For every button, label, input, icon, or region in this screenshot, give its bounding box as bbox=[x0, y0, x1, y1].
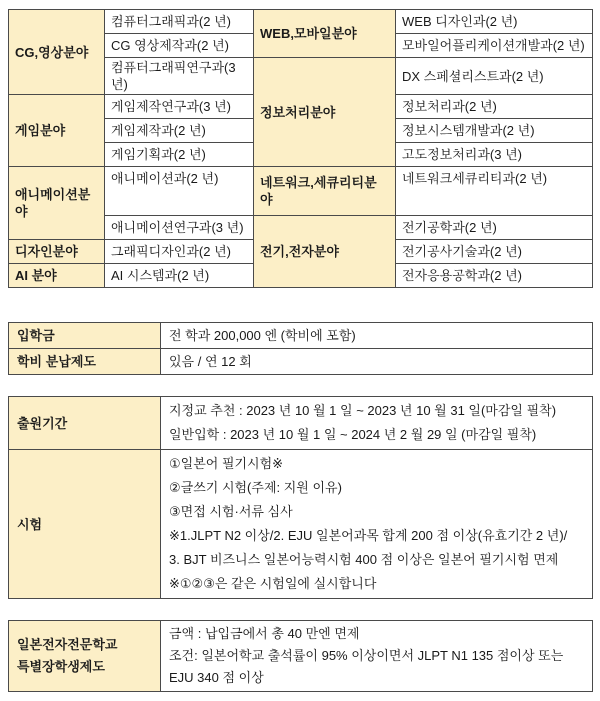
text-line: 특별장학생제도 bbox=[17, 659, 105, 675]
scholarship-label bbox=[9, 621, 161, 692]
table-row bbox=[9, 10, 593, 34]
text-line: EJU 340 점 이상 bbox=[169, 670, 264, 686]
dept-cell: 모바일어플리케이션개발과(2 년) bbox=[396, 34, 593, 58]
fees-row-value: 전 학과 200,000 엔 (학비에 포함) bbox=[161, 323, 593, 349]
application-period-label: 출원기간 bbox=[9, 397, 161, 450]
table-row bbox=[9, 450, 593, 599]
application-period-value bbox=[161, 397, 593, 450]
exam-value bbox=[161, 450, 593, 599]
category-cell-design: 디자인분야 bbox=[9, 240, 105, 264]
table-row bbox=[9, 397, 593, 450]
dept-cell: 고도정보처리과(3 년) bbox=[396, 143, 593, 167]
text-line: 일반입학 : 2023 년 10 월 1 일 ~ 2024 년 2 월 29 일 (마감일 필착) bbox=[169, 427, 537, 443]
fees-table bbox=[8, 322, 593, 375]
text-line: ※1.JLPT N2 이상/2. EJU 일본어과목 합계 200 점 이상(유효기간 2 년)/ bbox=[169, 528, 568, 544]
scholarship-value bbox=[161, 621, 593, 692]
dept-cell: CG 영상제작과(2 년) bbox=[105, 34, 254, 58]
category-cell-animation: 애니메이션분야 bbox=[9, 167, 105, 240]
text-line: ②글쓰기 시험(주제: 지원 이유) bbox=[169, 480, 342, 496]
exam-label: 시험 bbox=[9, 450, 161, 599]
fees-row-label: 입학금 bbox=[9, 323, 161, 349]
dept-cell: WEB 디자인과(2 년) bbox=[396, 10, 593, 34]
category-cell-cg-video: CG,영상분야 bbox=[9, 10, 105, 95]
category-cell-info-processing: 정보처리분야 bbox=[254, 58, 396, 167]
category-cell-electric-electronic: 전기,전자분야 bbox=[254, 216, 396, 288]
text-line: ※①②③은 같은 시험일에 실시합니다 bbox=[169, 576, 377, 592]
dept-cell: 컴퓨터그래픽과(2 년) bbox=[105, 10, 254, 34]
text-line: ③면접 시험·서류 심사 bbox=[169, 504, 293, 520]
dept-cell: 그래픽디자인과(2 년) bbox=[105, 240, 254, 264]
dept-cell: 전기공사기술과(2 년) bbox=[396, 240, 593, 264]
table-row bbox=[9, 323, 593, 349]
table-row bbox=[9, 167, 593, 216]
dept-cell: 애니메이션과(2 년) bbox=[105, 167, 254, 216]
text-line: 3. BJT 비즈니스 일본어능력시험 400 점 이상은 일본어 필기시험 면제 bbox=[169, 552, 559, 568]
dept-cell: 정보처리과(2 년) bbox=[396, 95, 593, 119]
dept-cell: 네트워크세큐리티과(2 년) bbox=[396, 167, 593, 216]
dept-cell: 게임제작연구과(3 년) bbox=[105, 95, 254, 119]
dept-cell: AI 시스템과(2 년) bbox=[105, 264, 254, 288]
text-line: ①일본어 필기시험※ bbox=[169, 456, 284, 472]
dept-cell: 전기공학과(2 년) bbox=[396, 216, 593, 240]
dept-cell: 정보시스템개발과(2 년) bbox=[396, 119, 593, 143]
category-cell-network-security: 네트워크,세큐리티분야 bbox=[254, 167, 396, 216]
table-row bbox=[9, 349, 593, 375]
text-line: 금액 : 납입금에서 총 40 만엔 면제 bbox=[169, 626, 360, 642]
category-cell-game: 게임분야 bbox=[9, 95, 105, 167]
fees-row-label: 학비 분납제도 bbox=[9, 349, 161, 375]
dept-cell: 게임기획과(2 년) bbox=[105, 143, 254, 167]
category-cell-web-mobile: WEB,모바일분야 bbox=[254, 10, 396, 58]
application-table bbox=[8, 396, 593, 599]
category-cell-ai: AI 분야 bbox=[9, 264, 105, 288]
text-line: 지정교 추천 : 2023 년 10 월 1 일 ~ 2023 년 10 월 31 일(마감일 필착) bbox=[169, 403, 557, 419]
dept-cell: 전자응용공학과(2 년) bbox=[396, 264, 593, 288]
scholarship-table bbox=[8, 620, 593, 692]
table-row bbox=[9, 621, 593, 692]
dept-cell: 컴퓨터그래픽연구과(3 년) bbox=[105, 58, 254, 95]
text-line: 조건: 일본어학교 출석률이 95% 이상이면서 JLPT N1 135 점이상 또는 bbox=[169, 648, 564, 664]
dept-cell: 애니메이션연구과(3 년) bbox=[105, 216, 254, 240]
fees-row-value: 있음 / 연 12 회 bbox=[161, 349, 593, 375]
dept-cell: 게임제작과(2 년) bbox=[105, 119, 254, 143]
dept-cell: DX 스페셜리스트과(2 년) bbox=[396, 58, 593, 95]
text-line: 일본전자전문학교 bbox=[17, 637, 118, 653]
departments-table bbox=[8, 9, 593, 288]
